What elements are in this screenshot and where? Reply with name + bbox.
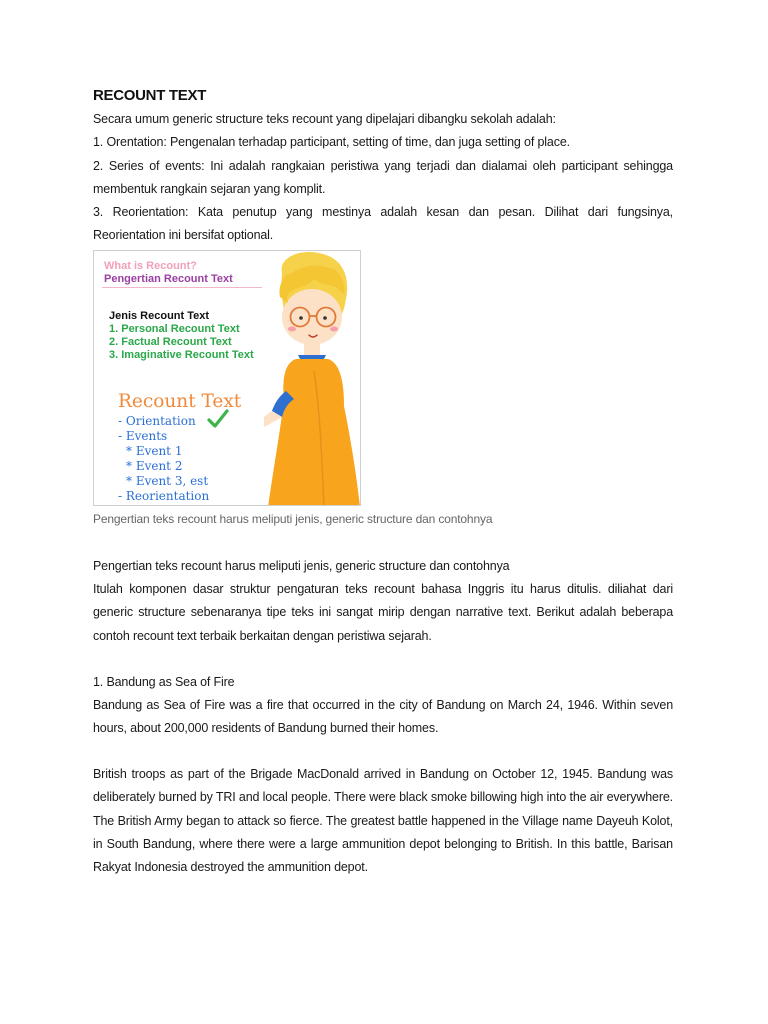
figure-structure-item: - Orientation (118, 414, 196, 428)
figure-structure-item: - Events (118, 429, 168, 443)
checkmark-icon (207, 409, 229, 429)
point-reorientation: 3. Reorientation: Kata penutup yang mestinya adalah kesan dan pesan. Dilihat dari fungsinya, Reorientation ini bersifat optional. (93, 205, 673, 243)
figure-jenis-item: 2. Factual Recount Text (109, 336, 232, 348)
figure-structure-item: * Event 2 (126, 459, 183, 473)
figure-structure-item: - Reorientation (118, 489, 210, 503)
figure-jenis-title: Jenis Recount Text (109, 310, 210, 322)
intro-paragraph: Secara umum generic structure teks recount yang dipelajari dibangku sekolah adalah: (93, 112, 556, 126)
figure-jenis-item: 1. Personal Recount Text (109, 323, 240, 335)
figure-structure-item: * Event 3, est (126, 474, 209, 488)
figure-caption: Pengertian teks recount harus meliputi jenis, generic structure dan contohnya (93, 512, 493, 526)
figure-structure-item: * Event 1 (126, 444, 183, 458)
section-paragraph-1: Bandung as Sea of Fire was a fire that occurred in the city of Bandung on March 24, 1946. Within seven hours, about 200,000 residents of Bandung burned their homes. (93, 698, 673, 736)
document-heading: RECOUNT TEXT (93, 87, 207, 104)
figure-what-is-recount: What is Recount? (104, 260, 197, 272)
repeat-caption-line: Pengertian teks recount harus meliputi jenis, generic structure dan contohnya (93, 559, 510, 573)
figure-jenis-item: 3. Imaginative Recount Text (109, 349, 254, 361)
point-orientation: 1. Orentation: Pengenalan terhadap participant, setting of time, dan juga setting of place. (93, 135, 570, 149)
figure-recount-title: Recount Text (118, 391, 242, 412)
section-paragraph-2: British troops as part of the Brigade MacDonald arrived in Bandung on October 12, 1945. Bandung was deliberately burned by TRI and local people. There were black smoke billowing high into the air everywhere. The British Army began to attack so fierce. The greatest battle happened in the Village name Dayeuh Kolot, in South Bandung, where there were a large ammunition depot belonging to British. In this battle, Barisan Rakyat Indonesia destroyed the ammunition depot. (93, 767, 673, 875)
section-title: 1. Bandung as Sea of Fire (93, 675, 235, 689)
cartoon-girl-illustration (264, 251, 361, 506)
figure-divider (102, 287, 262, 288)
recount-text-illustration (93, 250, 361, 506)
figure-pengertian: Pengertian Recount Text (104, 273, 233, 285)
itulah-paragraph: Itulah komponen dasar struktur pengaturan teks recount bahasa Inggris itu harus ditulis. diliahat dari generic structure sebenaranya tipe teks ini sangat mirip dengan narrative text. Berikut adalah beberapa contoh recount text terbaik berkaitan dengan peristiwa sejarah. (93, 582, 673, 643)
point-series-of-events: 2. Series of events: Ini adalah rangkaian peristiwa yang terjadi dan dialamai oleh participant sehingga membentuk rangkain sejaran yang komplit. (93, 159, 673, 197)
